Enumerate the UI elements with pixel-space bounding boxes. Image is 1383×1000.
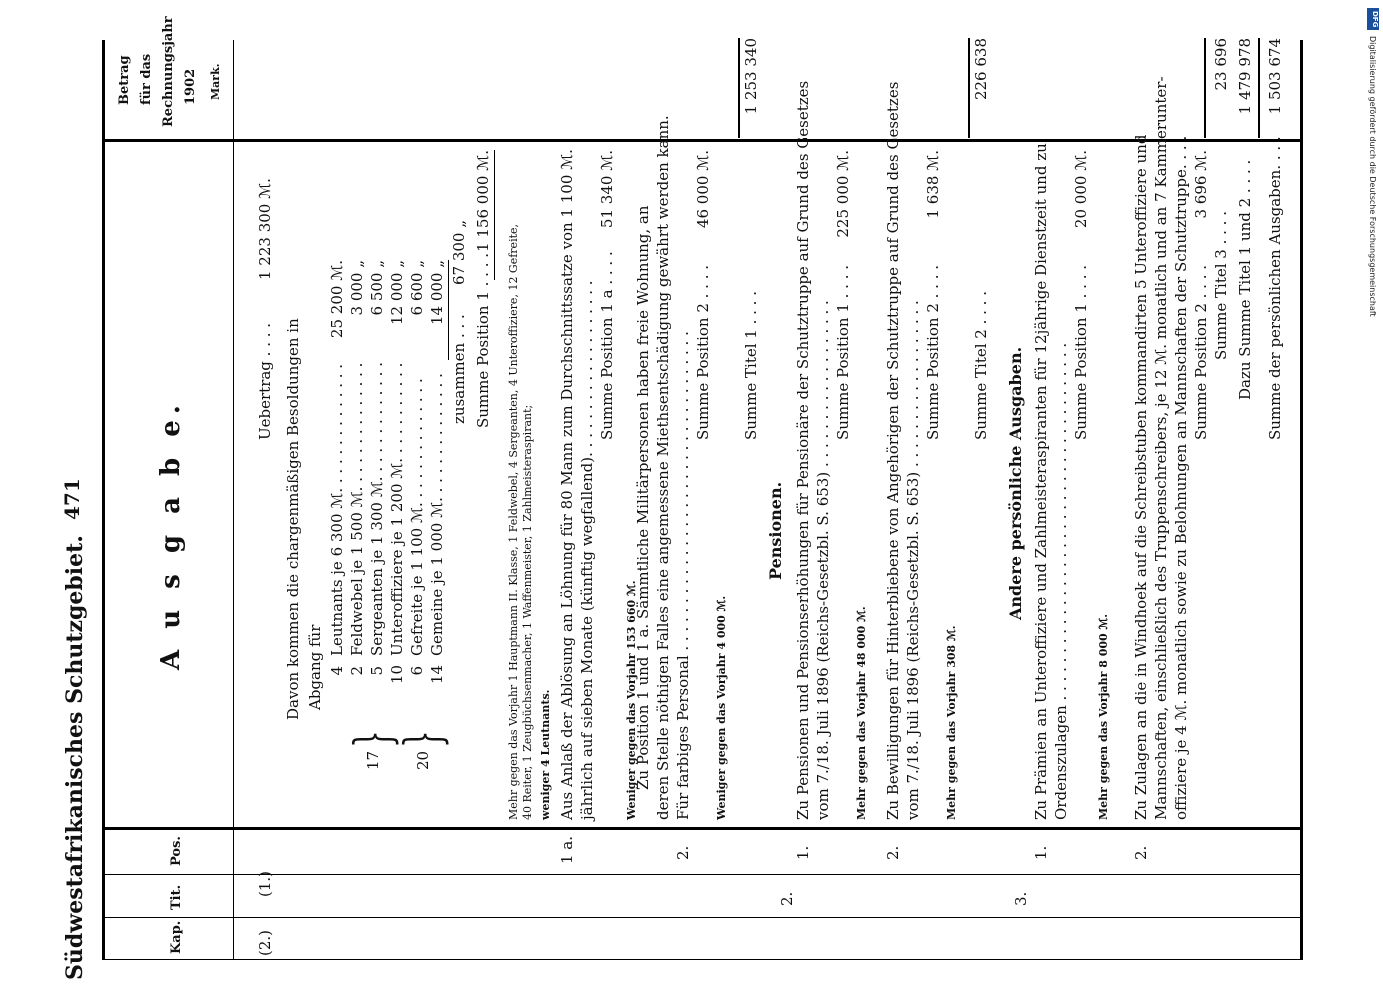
kap-marker: (2.): [256, 929, 274, 956]
top-rule: [102, 40, 105, 960]
pensionen-p1-line1: Zu Pensionen und Pensionserhöhungen für Pensionäre der Schutztruppe auf Grund des Gesetzes: [794, 80, 812, 820]
note-pos1-2: 40 Reiter, 1 Zeugbüchsenmacher, 1 Waffenmeister, 1 Zahlmeisteraspirant;: [521, 404, 534, 820]
pos-1a-note: Weniger gegen das Vorjahr 153 660 ℳ.: [625, 580, 638, 820]
andere-a1-line1: Zu Prämien an Unteroffiziere und Zahlmeisteraspiranten für 12jährige Dienstzeit und zu: [1032, 143, 1050, 820]
sum-underline: [448, 260, 449, 360]
titel3-value: 23 696: [1212, 38, 1230, 91]
dfg-attribution-text: Digitalisierung gefördert durch die Deutsche Forschungsgemeinschaft: [1368, 36, 1377, 317]
pensionen-p1-note: Mehr gegen das Vorjahr 48 000 ℳ.: [855, 606, 868, 820]
besoldung-amount: 25 200 ℳ.: [328, 260, 346, 339]
besoldung-count: 4: [328, 666, 346, 676]
titel2-value: 226 638: [972, 38, 990, 101]
pos-marker-1a: 1 a.: [558, 835, 576, 864]
col-header-betrag-4: 1902: [183, 68, 198, 105]
besoldung-amount: 12 000 „: [388, 260, 406, 326]
dazu12-label: Dazu Summe Titel 1 und 2 . . . .: [1236, 159, 1254, 400]
sum-pos1-label: Summe Position 1 . . . .: [474, 252, 492, 428]
note-pos1-3: weniger 4 Leutnants.: [539, 689, 552, 820]
andere-heading: Andere persönliche Ausgaben.: [1006, 346, 1025, 620]
besoldung-text: Gefreite je 1 100 ℳ. . . . . . . . . . . . . .: [408, 378, 426, 656]
total-label: Summe der persönlichen Ausgaben. . . .: [1266, 136, 1284, 440]
andere-a1-line2: Ordenszulagen . . . . . . . . . . . . . . . . . . . . . . . . . . . . . . . . . . . . . .: [1052, 342, 1070, 820]
pos-2-note: Weniger gegen das Vorjahr 4 000 ℳ.: [715, 595, 728, 820]
besoldung-text: Gemeine je 1 000 ℳ. . . . . . . . . . . . . .: [428, 373, 446, 656]
header-rule: [233, 40, 234, 960]
besoldung-amount: 6 600 „: [408, 260, 426, 316]
andere-a2-line2: Mannschaften, einschließlich des Truppenschreibers, je 12 ℳ. monatlich und an 7 Kammerunter-: [1152, 76, 1170, 820]
section-title: A u s g a b e.: [156, 399, 186, 670]
besoldung-amount: 14 000 „: [428, 260, 446, 326]
zusammen-value: 67 300 „: [450, 220, 468, 286]
andere-a2-line1: Zu Zulagen an die in Windhoek auf die Schreibstuben kommandirten 5 Unteroffiziere und: [1132, 134, 1150, 820]
besoldung-amount: 6 500 „: [368, 260, 386, 316]
pensionen-p2-line1: Zu Bewilligungen für Hinterbliebene von Angehörigen der Schutztruppe auf Grund des Gesetzes: [884, 81, 902, 820]
col-header-betrag-unit: Mark.: [209, 63, 222, 100]
besoldung-text: Unteroffiziere je 1 200 ℳ. . . . . . . . . . .: [388, 362, 406, 656]
besoldung-text: Sergeanten je 1 300 ℳ. . . . . . . . . . . . .: [368, 362, 386, 656]
brace-icon: }: [393, 730, 453, 748]
besoldung-text: Feldwebel je 1 500 ℳ. . . . . . . . . . . . . .: [348, 362, 366, 656]
besoldung-amount: 3 000 „: [348, 260, 366, 316]
pos-marker-a1: 1.: [1032, 845, 1050, 860]
titel3-label: Summe Titel 3 . . . .: [1212, 211, 1230, 360]
pensionen-p1-line2: vom 7./18. Juli 1896 (Reichs-Gesetzbl. S. 653) . . . . . . . . . . . . . . . . . .: [814, 300, 832, 820]
pos-2-sum-value: 46 000 ℳ.: [694, 150, 712, 229]
pensionen-p2-note: Mehr gegen das Vorjahr 308 ℳ.: [945, 625, 958, 820]
col-header-betrag-3: Rechnungsjahr: [161, 16, 176, 127]
pensionen-p1-sum-label: Summe Position 1 . . . .: [834, 264, 852, 440]
besoldung-text: Leutnants je 6 300 ℳ. . . . . . . . . . . . . .: [328, 363, 346, 656]
note-pos1-1: Mehr gegen das Vorjahr 1 Hauptmann II. Klasse, 1 Feldwebel, 4 Sergeanten, 4 Unteroffiziere, 12 Gefreite,: [507, 223, 520, 820]
besoldung-count: 5: [368, 666, 386, 676]
tit-marker-1: (1.): [256, 870, 274, 897]
pos-marker-2: 2.: [674, 845, 692, 860]
dfg-logo: DFG: [1367, 8, 1379, 30]
pos-1a-sum-label: Summe Position 1 a . . . .: [598, 251, 616, 440]
col-line-text: [102, 827, 1302, 830]
pos-2-line1: Zu Position 1 und 1 a. Sämmtliche Militärpersonen haben freie Wohnung, an: [634, 205, 652, 790]
pensionen-heading: Pensionen.: [766, 481, 785, 580]
andere-a1-sum-value: 20 000 ℳ.: [1072, 150, 1090, 229]
besoldung-count: 2: [348, 666, 366, 676]
besoldung-count: 6: [408, 666, 426, 676]
sum-underline: [494, 150, 495, 280]
pos-marker-p2: 2.: [884, 845, 902, 860]
running-title: Südwestafrikanisches Schutzgebiet.: [62, 535, 88, 980]
pos-1a-line1: Aus Anlaß der Ablösung an Löhnung für 80 Mann zum Durchschnittssatze von 1 100 ℳ.: [558, 149, 576, 820]
titel1-value: 1 253 340: [742, 38, 760, 115]
pensionen-p1-sum-value: 225 000 ℳ.: [834, 150, 852, 238]
pos-1a-line2: jährlich auf sieben Monate (künftig wegfallend). . . . . . . . . . . . . . . . . . .: [578, 280, 596, 820]
besoldung-count: 14: [428, 664, 446, 684]
uebertrag-value: 1 223 300 ℳ.: [256, 178, 274, 280]
col-line-tit: [102, 917, 1302, 918]
besoldungen-intro-2: Abgang für: [306, 624, 324, 710]
besoldungen-intro-1: Davon kommen die chargenmäßigen Besoldungen in: [284, 318, 302, 720]
pos-2-sum-label: Summe Position 2 . . . .: [694, 264, 712, 440]
pos-marker-p1: 1.: [794, 845, 812, 860]
sum-underline: [1258, 38, 1260, 138]
tit-marker-2: 2.: [778, 891, 796, 906]
bottom-rule: [1300, 40, 1303, 960]
tit-marker-3: 3.: [1012, 891, 1030, 906]
uebertrag-label: Uebertrag . . . .: [256, 322, 274, 440]
brace-label-17: 17: [364, 750, 382, 770]
col-line-kap: [102, 959, 1302, 960]
andere-a1-note: Mehr gegen das Vorjahr 8 000 ℳ.: [1097, 613, 1110, 820]
andere-a2-sum-value: 3 696 ℳ.: [1192, 150, 1210, 219]
col-line-amount: [102, 139, 1302, 142]
besoldung-count: 10: [388, 664, 406, 684]
col-header-pos: Pos.: [169, 836, 184, 866]
dazu12-value: 1 479 978: [1236, 38, 1254, 115]
sum-underline: [968, 38, 970, 138]
andere-a2-sum-label: Summe Position 2 . . . .: [1192, 264, 1210, 440]
pos-2-line2: deren Stelle nöthigen Falles eine angemessene Miethsentschädigung gewährt werden kann.: [654, 115, 672, 820]
col-header-kap: Kap.: [169, 920, 184, 954]
col-header-betrag-2: für das: [139, 53, 154, 105]
andere-a1-sum-label: Summe Position 1 . . . .: [1072, 264, 1090, 440]
pos-2-line3: Für farbiges Personal . . . . . . . . . . . . . . . . . . . . . . . . . . . . . . . . . .: [674, 331, 692, 820]
col-line-pos: [102, 874, 1302, 875]
brace-label-20: 20: [414, 750, 432, 770]
titel1-label: Summe Titel 1 . . . .: [742, 291, 760, 440]
pos-1a-sum-value: 51 340 ℳ.: [598, 150, 616, 229]
col-header-betrag-1: Betrag: [117, 55, 132, 105]
titel2-label: Summe Titel 2 . . . .: [972, 291, 990, 440]
pensionen-p2-line2: vom 7./18. Juli 1896 (Reichs-Gesetzbl. S. 653) . . . . . . . . . . . . . . . . . .: [904, 300, 922, 820]
brace-icon: }: [343, 730, 403, 748]
sum-underline: [738, 38, 740, 138]
zusammen-label: zusammen . . .: [450, 314, 468, 424]
sum-pos1-value: 1 156 000 ℳ.: [474, 150, 492, 252]
andere-a2-line3: offiziere je 4 ℳ. monatlich sowie zu Belohnungen an Mannschaften der Schutztruppe. . . .: [1172, 135, 1190, 820]
page-number: 471: [60, 478, 84, 520]
col-header-tit: Tit.: [169, 884, 184, 910]
pos-marker-a2: 2.: [1132, 845, 1150, 860]
total-value: 1 503 674: [1266, 38, 1284, 115]
pensionen-p2-sum-label: Summe Position 2 . . . .: [924, 264, 942, 440]
pensionen-p2-sum-value: 1 638 ℳ.: [924, 150, 942, 219]
sum-underline: [1204, 38, 1206, 138]
